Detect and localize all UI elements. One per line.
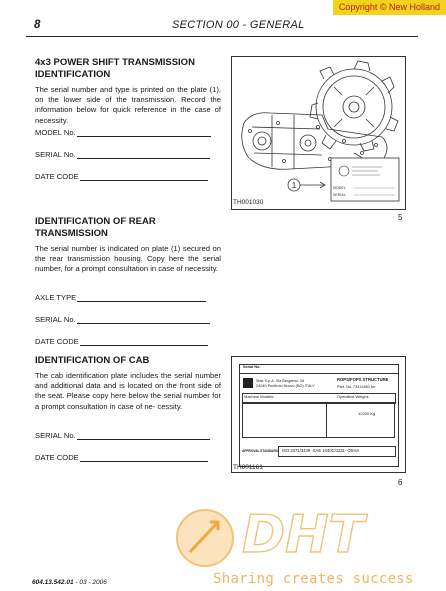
model-number-field[interactable] (35, 128, 211, 137)
plate-structure-title: ROPS/FOPS STRUCTURE (337, 377, 389, 382)
field-label: SERIAL No. (35, 315, 76, 324)
watermark-logo-text: DHT (242, 505, 365, 565)
plate-serial-label: SERIAL (333, 193, 346, 197)
serial-number-field-2[interactable] (35, 315, 210, 324)
section-body-transmission: The serial number and type is printed on the plate (1), on the lower side of the transmission. Record the information below for quick reference in the case of necessity. (35, 85, 221, 125)
section-title-transmission: 4x3 POWER SHIFT TRANSMISSION IDENTIFICATION (35, 57, 195, 80)
plate-machine-models: Machine Models: (244, 394, 275, 399)
watermark-logo (172, 496, 422, 581)
figure-number-6: 6 (398, 478, 403, 487)
date-code-field[interactable] (35, 172, 208, 181)
section-title-rear-transmission: IDENTIFICATION OF REAR TRANSMISSION (35, 216, 156, 239)
plate-serial-label: Serial No. (243, 365, 261, 369)
plate-weight-value: 12200 Kg (358, 411, 376, 416)
maker-logo (243, 378, 253, 388)
page-number: 8 (34, 19, 41, 31)
figure-code-2: TH001161 (233, 464, 263, 471)
plate-part-no: Part. No. 73414961 for (337, 385, 376, 389)
callout-1: 1 (291, 181, 297, 190)
axle-type-field[interactable] (35, 293, 206, 302)
field-label: MODEL No. (35, 128, 76, 137)
plate-address: 24040 Pontirolo Nuovo (BG) ITALY (256, 384, 315, 388)
field-label: AXLE TYPE (35, 293, 77, 302)
plate-standards-value: ISO 3471/3449 -SAE 1040C/J231- OSHA (282, 448, 360, 453)
figure-code-1: TH001030 (233, 199, 264, 206)
figure-transmission (231, 56, 406, 210)
footer-date: - 03 - 2006 (73, 579, 107, 586)
field-label: DATE CODE (35, 337, 79, 346)
field-label: SERIAL No. (35, 431, 76, 440)
transmission-drawing (232, 57, 405, 209)
field-label: SERIAL No. (35, 150, 76, 159)
plate-operative-weight: Operative Weight: (337, 394, 369, 399)
date-code-field-2[interactable] (35, 337, 208, 346)
figure-cab-plate (231, 356, 406, 473)
plate-standards-label: APPROVAL STANDARD (242, 449, 278, 453)
section-title: SECTION 00 - GENERAL (172, 19, 305, 31)
section-body-cab: The cab identification plate includes the serial number and additional data and is located on the front side of the seat. Please copy here below the serial number for a prompt consultation in case of ne- cessity. (35, 371, 221, 411)
date-code-field-3[interactable] (35, 453, 208, 462)
section-body-rear-transmission: The serial number is indicated on plate (1) secured on the rear transmission housing. Copy here the serial number, for a prompt consultation in case of necessity. (35, 244, 221, 274)
plate-model-label: MODEL (333, 186, 346, 190)
field-label: DATE CODE (35, 172, 79, 181)
serial-number-field-3[interactable] (35, 431, 210, 440)
serial-number-field[interactable] (35, 150, 210, 159)
section-title-cab: IDENTIFICATION OF CAB (35, 355, 150, 366)
figure-number-5: 5 (398, 213, 403, 222)
field-label: DATE CODE (35, 453, 79, 462)
watermark-tagline: Sharing creates success (213, 571, 414, 587)
cab-plate (239, 364, 399, 467)
header-rule (26, 36, 418, 37)
footer-doc-info (32, 579, 107, 586)
footer-doc-number: 604.13.542.01 (32, 579, 74, 586)
copyright-badge: Copyright © New Holland (333, 0, 446, 15)
plate-maker: Sias S.p.A. Via Bergamo, 18 (256, 379, 305, 383)
